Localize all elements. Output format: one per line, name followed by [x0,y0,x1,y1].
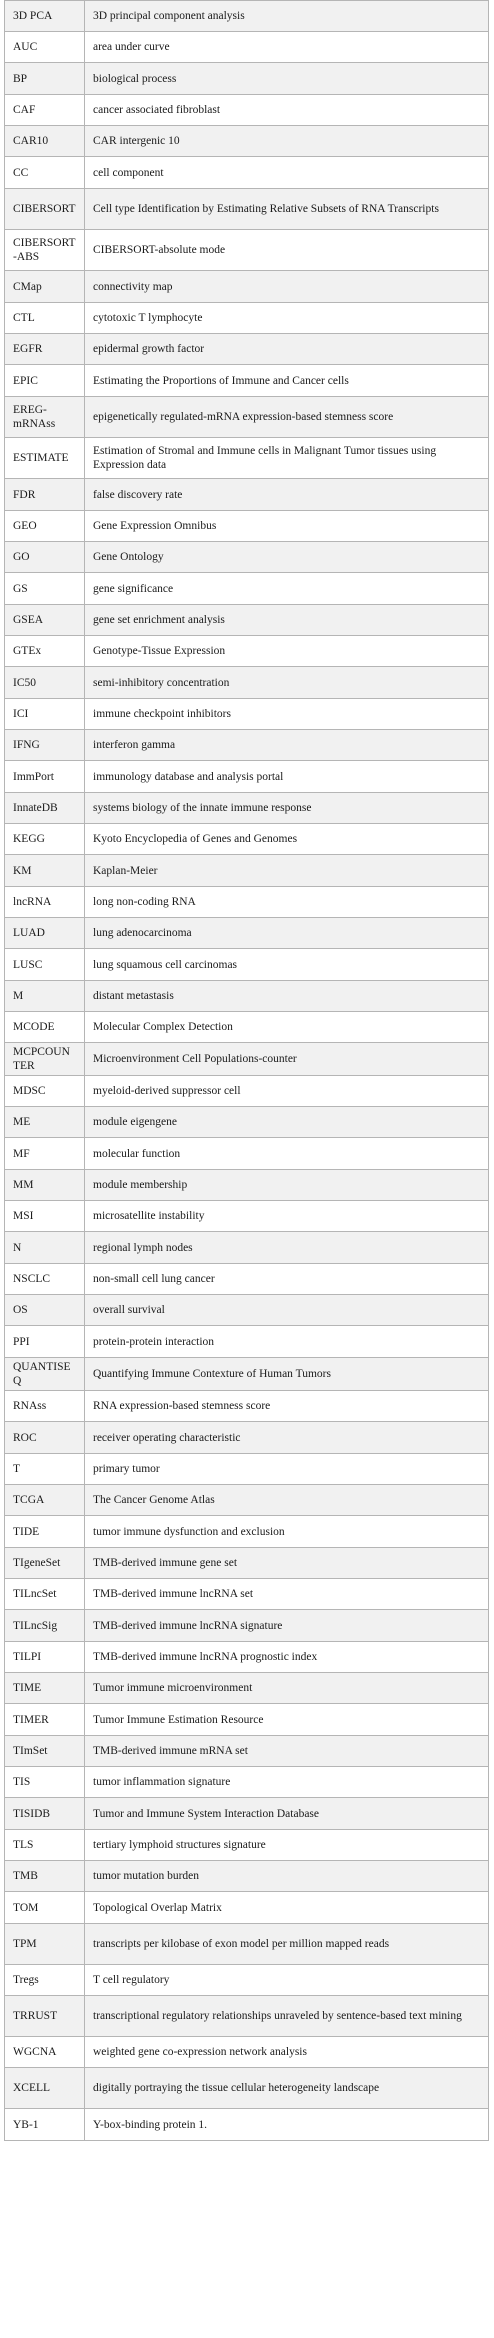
table-row [5,438,489,479]
table-row [5,1830,489,1861]
table-row [5,1767,489,1798]
abbreviation-cell: N [5,1232,85,1264]
definition-cell: CAR intergenic 10 [85,126,489,157]
abbreviation-cell: GTEx [5,636,85,667]
table-row [5,189,489,230]
definition-cell: Estimating the Proportions of Immune and Cancer cells [85,365,489,397]
abbreviation-cell: QUANTISEQ [5,1358,85,1391]
table-row [5,1264,489,1295]
abbreviation-cell: TLS [5,1830,85,1861]
table-row [5,793,489,824]
definition-cell: tumor immune dysfunction and exclusion [85,1516,489,1548]
definition-cell: protein-protein interaction [85,1326,489,1358]
table-row [5,636,489,667]
definition-cell: Gene Expression Omnibus [85,511,489,542]
definition-cell: module membership [85,1170,489,1201]
definition-cell: gene set enrichment analysis [85,605,489,636]
table-row [5,511,489,542]
table-row [5,573,489,605]
table-row [5,1673,489,1704]
definition-cell: area under curve [85,32,489,63]
definition-cell: tumor inflammation signature [85,1767,489,1798]
table-row [5,730,489,761]
definition-cell: TMB-derived immune lncRNA signature [85,1610,489,1642]
table-row [5,1704,489,1736]
abbreviation-table-body [5,1,489,2141]
abbreviation-cell: ME [5,1107,85,1138]
definition-cell: tumor mutation burden [85,1861,489,1892]
definition-cell: Estimation of Stromal and Immune cells in Malignant Tumor tissues using Expression data [85,438,489,479]
abbreviation-cell: IFNG [5,730,85,761]
definition-cell: T cell regulatory [85,1965,489,1996]
table-row [5,1326,489,1358]
abbreviation-cell: M [5,981,85,1012]
table-row [5,1391,489,1422]
definition-cell: immunology database and analysis portal [85,761,489,793]
definition-cell: Tumor Immune Estimation Resource [85,1704,489,1736]
table-row [5,949,489,981]
table-row [5,542,489,573]
definition-cell: Tumor and Immune System Interaction Database [85,1798,489,1830]
table-row [5,605,489,636]
table-row [5,1861,489,1892]
abbreviation-cell: MSI [5,1201,85,1232]
definition-cell: TMB-derived immune mRNA set [85,1736,489,1767]
abbreviation-cell: TIS [5,1767,85,1798]
table-row [5,1610,489,1642]
abbreviation-cell: CIBERSORT-ABS [5,230,85,271]
table-row [5,1485,489,1516]
abbreviation-cell: T [5,1454,85,1485]
abbreviation-cell: EGFR [5,334,85,365]
abbreviation-cell: TMB [5,1861,85,1892]
definition-cell: immune checkpoint inhibitors [85,699,489,730]
table-row [5,1201,489,1232]
abbreviation-cell: GS [5,573,85,605]
abbreviation-cell: RNAss [5,1391,85,1422]
definition-cell: tertiary lymphoid structures signature [85,1830,489,1861]
abbreviation-cell: TISIDB [5,1798,85,1830]
table-row [5,981,489,1012]
definition-cell: myeloid-derived suppressor cell [85,1076,489,1107]
table-row [5,365,489,397]
abbreviation-cell: TIgeneSet [5,1548,85,1579]
abbreviation-cell: PPI [5,1326,85,1358]
definition-cell: regional lymph nodes [85,1232,489,1264]
definition-cell: gene significance [85,573,489,605]
table-row [5,1965,489,1996]
abbreviation-cell: KM [5,855,85,887]
definition-cell: lung squamous cell carcinomas [85,949,489,981]
table-row [5,1642,489,1673]
definition-cell: lung adenocarcinoma [85,918,489,949]
table-row [5,918,489,949]
definition-cell: Cell type Identification by Estimating Relative Subsets of RNA Transcripts [85,189,489,230]
definition-cell: The Cancer Genome Atlas [85,1485,489,1516]
abbreviation-cell: BP [5,63,85,95]
definition-cell: microsatellite instability [85,1201,489,1232]
definition-cell: RNA expression-based stemness score [85,1391,489,1422]
table-row [5,1,489,32]
abbreviation-cell: TILncSet [5,1579,85,1610]
table-row [5,95,489,126]
definition-cell: digitally portraying the tissue cellular heterogeneity landscape [85,2068,489,2109]
abbreviation-cell: MDSC [5,1076,85,1107]
table-row [5,667,489,699]
definition-cell: receiver operating characteristic [85,1422,489,1454]
abbreviation-cell: EPIC [5,365,85,397]
abbreviation-cell: FDR [5,479,85,511]
abbreviation-cell: CMap [5,271,85,303]
table-row [5,1138,489,1170]
abbreviation-cell: AUC [5,32,85,63]
abbreviation-table [4,0,489,2141]
definition-cell: systems biology of the innate immune response [85,793,489,824]
definition-cell: long non-coding RNA [85,887,489,918]
abbreviation-cell: TILPI [5,1642,85,1673]
abbreviation-cell: NSCLC [5,1264,85,1295]
table-row [5,397,489,438]
definition-cell: transcripts per kilobase of exon model per million mapped reads [85,1924,489,1965]
definition-cell: transcriptional regulatory relationships unraveled by sentence-based text mining [85,1996,489,2037]
definition-cell: Topological Overlap Matrix [85,1892,489,1924]
definition-cell: Kyoto Encyclopedia of Genes and Genomes [85,824,489,855]
definition-cell: cell component [85,157,489,189]
definition-cell: false discovery rate [85,479,489,511]
table-row [5,1043,489,1076]
abbreviation-cell: lncRNA [5,887,85,918]
abbreviation-cell: ESTIMATE [5,438,85,479]
abbreviation-cell: CAR10 [5,126,85,157]
definition-cell: primary tumor [85,1454,489,1485]
abbreviation-cell: MCODE [5,1012,85,1043]
abbreviation-cell: TIMER [5,1704,85,1736]
table-row [5,157,489,189]
abbreviation-cell: CIBERSORT [5,189,85,230]
definition-cell: TMB-derived immune gene set [85,1548,489,1579]
abbreviation-cell: XCELL [5,2068,85,2109]
table-row [5,887,489,918]
table-row [5,1892,489,1924]
abbreviation-cell: InnateDB [5,793,85,824]
abbreviation-cell: LUSC [5,949,85,981]
abbreviation-cell: Tregs [5,1965,85,1996]
abbreviation-cell: TCGA [5,1485,85,1516]
definition-cell: epidermal growth factor [85,334,489,365]
definition-cell: weighted gene co-expression network analysis [85,2037,489,2068]
table-row [5,1012,489,1043]
definition-cell: Molecular Complex Detection [85,1012,489,1043]
table-row [5,32,489,63]
table-row [5,2068,489,2109]
definition-cell: epigenetically regulated-mRNA expression-based stemness score [85,397,489,438]
table-row [5,1170,489,1201]
abbreviation-cell: CTL [5,303,85,334]
table-row [5,1232,489,1264]
table-row [5,699,489,730]
definition-cell: Microenvironment Cell Populations-counter [85,1043,489,1076]
abbreviation-cell: KEGG [5,824,85,855]
abbreviation-cell: TImSet [5,1736,85,1767]
table-row [5,1422,489,1454]
abbreviation-cell: TPM [5,1924,85,1965]
abbreviation-cell: GEO [5,511,85,542]
definition-cell: Genotype-Tissue Expression [85,636,489,667]
abbreviation-cell: 3D PCA [5,1,85,32]
definition-cell: connectivity map [85,271,489,303]
abbreviation-cell: WGCNA [5,2037,85,2068]
abbreviation-cell: GO [5,542,85,573]
table-row [5,126,489,157]
abbreviation-cell: TIME [5,1673,85,1704]
table-row [5,2037,489,2068]
table-row [5,479,489,511]
table-row [5,1579,489,1610]
table-row [5,1798,489,1830]
definition-cell: biological process [85,63,489,95]
abbreviation-cell: CAF [5,95,85,126]
definition-cell: semi-inhibitory concentration [85,667,489,699]
table-row [5,1996,489,2037]
abbreviation-cell: MF [5,1138,85,1170]
definition-cell: 3D principal component analysis [85,1,489,32]
table-row [5,230,489,271]
definition-cell: CIBERSORT-absolute mode [85,230,489,271]
definition-cell: TMB-derived immune lncRNA set [85,1579,489,1610]
definition-cell: Kaplan-Meier [85,855,489,887]
abbreviation-cell: IC50 [5,667,85,699]
abbreviation-cell: TRRUST [5,1996,85,2037]
table-row [5,334,489,365]
abbreviation-cell: TIDE [5,1516,85,1548]
definition-cell: Gene Ontology [85,542,489,573]
definition-cell: interferon gamma [85,730,489,761]
table-row [5,1924,489,1965]
abbreviation-cell: ROC [5,1422,85,1454]
table-row [5,1548,489,1579]
table-row [5,63,489,95]
abbreviation-cell: EREG-mRNAss [5,397,85,438]
definition-cell: molecular function [85,1138,489,1170]
definition-cell: distant metastasis [85,981,489,1012]
abbreviation-cell: MM [5,1170,85,1201]
abbreviation-cell: LUAD [5,918,85,949]
table-row [5,271,489,303]
abbreviation-cell: TOM [5,1892,85,1924]
definition-cell: Tumor immune microenvironment [85,1673,489,1704]
table-row [5,1516,489,1548]
table-row [5,1454,489,1485]
abbreviation-cell: YB-1 [5,2109,85,2141]
table-row [5,855,489,887]
abbreviation-cell: CC [5,157,85,189]
definition-cell: cancer associated fibroblast [85,95,489,126]
table-row [5,824,489,855]
definition-cell: module eigengene [85,1107,489,1138]
abbreviation-cell: TILncSig [5,1610,85,1642]
definition-cell: non-small cell lung cancer [85,1264,489,1295]
table-row [5,1358,489,1391]
definition-cell: overall survival [85,1295,489,1326]
abbreviation-cell: MCPCOUNTER [5,1043,85,1076]
table-row [5,1295,489,1326]
table-row [5,1736,489,1767]
table-row [5,2109,489,2141]
abbreviation-cell: ICI [5,699,85,730]
table-row [5,1076,489,1107]
definition-cell: Y-box-binding protein 1. [85,2109,489,2141]
abbreviation-cell: ImmPort [5,761,85,793]
table-row [5,761,489,793]
abbreviation-cell: OS [5,1295,85,1326]
abbreviation-cell: GSEA [5,605,85,636]
definition-cell: cytotoxic T lymphocyte [85,303,489,334]
definition-cell: TMB-derived immune lncRNA prognostic index [85,1642,489,1673]
definition-cell: Quantifying Immune Contexture of Human Tumors [85,1358,489,1391]
table-row [5,303,489,334]
table-row [5,1107,489,1138]
